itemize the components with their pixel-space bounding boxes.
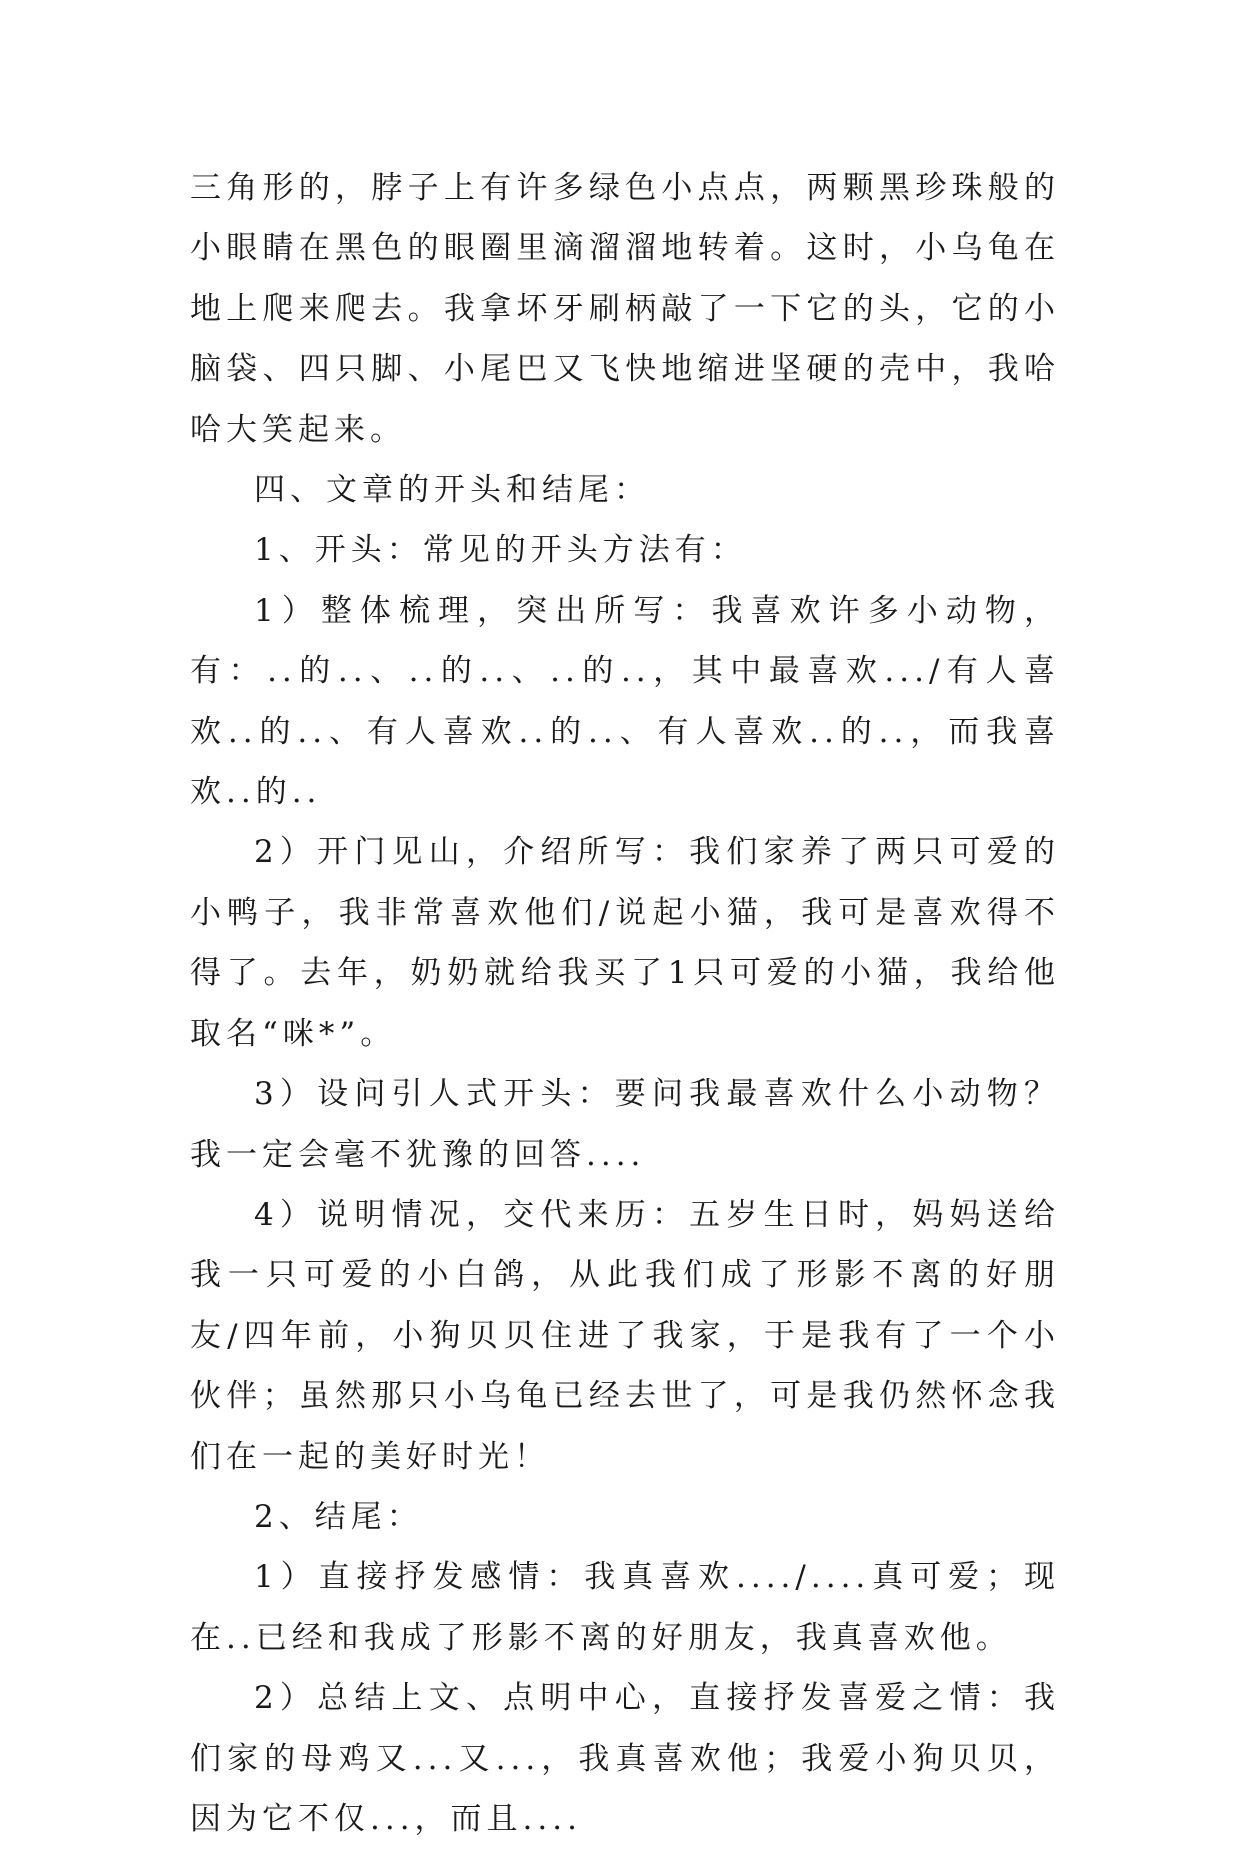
body-text bbox=[190, 158, 1060, 1849]
paragraph-opening-method-1: 1）整体梳理，突出所写：我喜欢许多小动物，有：..的..、..的..、..的..，其中最喜欢.../有人喜欢..的..、有人喜欢..的..、有人喜欢..的..，而我喜欢..的.. bbox=[190, 592, 1060, 811]
paragraph-ending-method-2: 2）总结上文、点明中心，直接抒发喜爱之情：我们家的母鸡又...又...，我真喜欢他；我爱小狗贝贝，因为它不仅...，而且.... bbox=[190, 1680, 1060, 1837]
paragraph-opening-method-2: 2）开门见山，介绍所写：我们家养了两只可爱的小鸭子，我非常喜欢他们/说起小猫，我可是喜欢得不得了。去年，奶奶就给我买了1只可爱的小猫，我给他取名“咪*”。 bbox=[190, 834, 1060, 1052]
paragraph-opening-method-4: 4）说明情况，交代来历：五岁生日时，妈妈送给我一只可爱的小白鸽，从此我们成了形影不离的好朋友/四年前，小狗贝贝住进了我家，于是我有了一个小伙伴；虽然那只小乌龟已经去世了，可是我仍然怀念我们在一起的美好时光！ bbox=[190, 1196, 1060, 1475]
subheading-opening: 1、开头：常见的开头方法有： bbox=[254, 532, 747, 569]
subheading-ending: 2、结尾： bbox=[254, 1498, 423, 1535]
section-heading-opening-ending: 四、文章的开头和结尾： bbox=[254, 472, 650, 509]
paragraph-ending-method-1: 1）直接抒发感情：我真喜欢..../....真可爱；现在..已经和我成了形影不离的好朋友，我真喜欢他。 bbox=[190, 1559, 1060, 1656]
paragraph-continued: 三角形的，脖子上有许多绿色小点点，两颗黑珍珠般的小眼睛在黑色的眼圈里滴溜溜地转着。这时，小乌龟在地上爬来爬去。我拿坏牙刷柄敲了一下它的头，它的小脑袋、四只脚、小尾巴又飞快地缩进坚硬的壳中，我哈哈大笑起来。 bbox=[190, 170, 1060, 448]
paragraph-opening-method-3: 3）设问引人式开头：要问我最喜欢什么小动物？我一定会毫不犹豫的回答.... bbox=[190, 1076, 1060, 1173]
